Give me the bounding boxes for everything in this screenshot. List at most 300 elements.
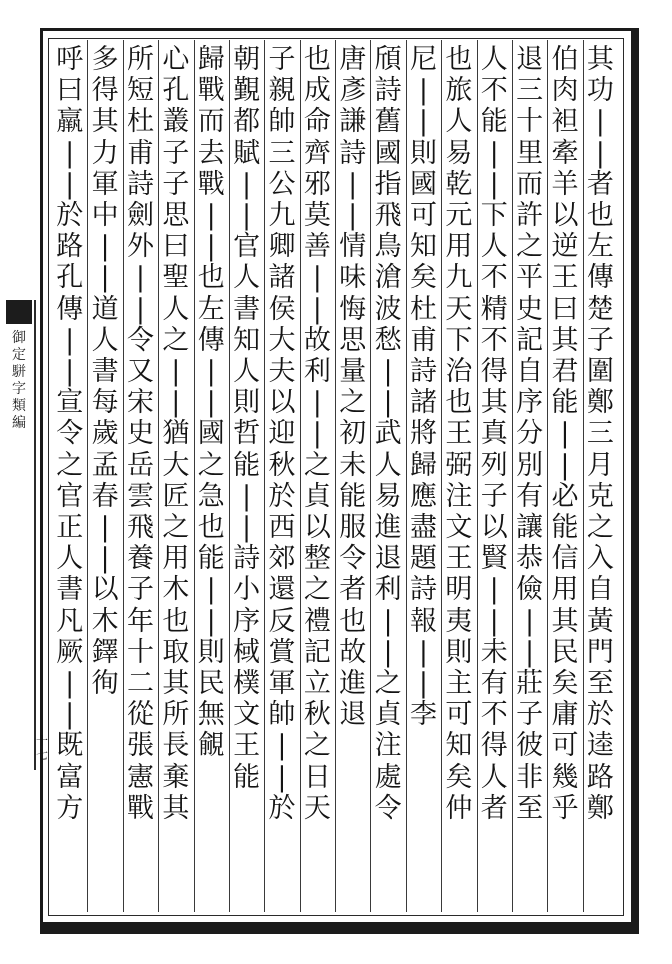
column-rule [194, 40, 195, 912]
margin-glyph: 編 [12, 415, 26, 431]
glyph: 官 [56, 480, 84, 512]
glyph: 不 [480, 324, 508, 356]
glyph: 治 [445, 356, 473, 388]
glyph: 國 [374, 137, 402, 169]
glyph: 有 [480, 668, 508, 700]
glyph: 之 [197, 449, 225, 481]
glyph: | [100, 231, 110, 263]
glyph: 曰 [56, 75, 84, 107]
glyph: 幾 [551, 761, 579, 793]
glyph: 人 [374, 449, 402, 481]
glyph: 明 [445, 574, 473, 606]
glyph: 鄭 [586, 792, 614, 824]
glyph: 也 [197, 512, 225, 544]
glyph: 平 [516, 262, 544, 294]
glyph: 可 [445, 699, 473, 731]
margin-glyph: 類 [12, 398, 26, 414]
glyph: 路 [586, 761, 614, 793]
glyph: 人 [480, 231, 508, 263]
glyph: | [489, 137, 499, 169]
glyph: 岳 [126, 449, 154, 481]
glyph: 所 [162, 699, 190, 731]
glyph: 利 [303, 356, 331, 388]
glyph: 注 [374, 730, 402, 762]
glyph: 書 [91, 356, 119, 388]
glyph: 諸 [268, 262, 296, 294]
glyph: 頎 [374, 44, 402, 75]
glyph: 以 [303, 512, 331, 544]
glyph: 許 [516, 200, 544, 232]
text-column [264, 44, 299, 912]
glyph: 木 [162, 574, 190, 606]
glyph: 尼 [409, 44, 437, 75]
glyph: 呼 [56, 44, 84, 75]
glyph: 還 [268, 574, 296, 606]
margin-glyph: 字 [12, 381, 26, 397]
glyph: 天 [303, 792, 331, 824]
glyph: 棫 [233, 636, 261, 668]
glyph: 能 [197, 543, 225, 575]
glyph: 武 [374, 418, 402, 450]
glyph: 李 [409, 699, 437, 731]
glyph: 記 [303, 636, 331, 668]
glyph: 也 [197, 262, 225, 294]
glyph: 退 [374, 543, 402, 575]
glyph: 肉 [551, 75, 579, 107]
glyph: | [383, 636, 393, 668]
margin-title [4, 300, 34, 432]
glyph: 得 [480, 730, 508, 762]
glyph: 進 [339, 668, 367, 700]
glyph: 孟 [91, 449, 119, 481]
glyph: | [206, 387, 216, 419]
glyph: 將 [409, 418, 437, 450]
glyph: 小 [233, 574, 261, 606]
margin-glyph: 御 [12, 330, 26, 346]
glyph: 叢 [162, 106, 190, 138]
glyph: 人 [445, 106, 473, 138]
glyph: 整 [303, 543, 331, 575]
glyph: 人 [162, 293, 190, 325]
glyph: | [489, 574, 499, 606]
glyph: 指 [374, 168, 402, 200]
glyph: 楚 [586, 293, 614, 325]
glyph: | [242, 200, 252, 232]
glyph: 反 [268, 605, 296, 637]
glyph: 月 [586, 449, 614, 481]
glyph: 軍 [268, 668, 296, 700]
glyph: 飛 [126, 512, 154, 544]
glyph: 牽 [551, 137, 579, 169]
glyph: 里 [516, 137, 544, 169]
glyph: | [65, 137, 75, 169]
glyph: 思 [162, 200, 190, 232]
column-rule [512, 40, 513, 912]
glyph: 功 [586, 75, 614, 107]
glyph: 則 [197, 636, 225, 668]
text-column [87, 44, 122, 912]
glyph: 日 [303, 761, 331, 793]
glyph: 於 [586, 699, 614, 731]
glyph: 矣 [445, 761, 473, 793]
glyph: 能 [339, 480, 367, 512]
glyph: 處 [374, 761, 402, 793]
glyph: 子 [268, 44, 296, 75]
glyph: 子 [586, 324, 614, 356]
glyph: 矣 [551, 668, 579, 700]
glyph: 齊 [303, 137, 331, 169]
glyph: 秋 [303, 699, 331, 731]
glyph: | [277, 730, 287, 762]
glyph: 莊 [516, 668, 544, 700]
glyph: 禮 [303, 605, 331, 637]
glyph: 故 [303, 324, 331, 356]
glyph: 每 [91, 387, 119, 419]
right-edge-bar [631, 28, 639, 934]
column-rule [229, 40, 230, 912]
glyph: 波 [374, 293, 402, 325]
glyph: 天 [445, 293, 473, 325]
glyph: | [206, 356, 216, 388]
glyph: 令 [126, 324, 154, 356]
glyph: 凡 [56, 605, 84, 637]
glyph: 侯 [268, 293, 296, 325]
glyph: 棄 [162, 761, 190, 793]
glyph: 詩 [126, 168, 154, 200]
glyph: 之 [303, 574, 331, 606]
glyph: 貞 [374, 699, 402, 731]
glyph: 彥 [339, 75, 367, 107]
glyph: 宣 [56, 387, 84, 419]
glyph: 悔 [339, 293, 367, 325]
glyph: 覦 [197, 730, 225, 762]
glyph: 甫 [409, 324, 437, 356]
glyph: 子 [126, 574, 154, 606]
glyph: 路 [56, 231, 84, 263]
glyph: 門 [586, 636, 614, 668]
glyph: 可 [551, 730, 579, 762]
glyph: | [242, 168, 252, 200]
glyph: 書 [233, 293, 261, 325]
column-rule [583, 40, 584, 912]
glyph: | [383, 387, 393, 419]
glyph: 大 [162, 449, 190, 481]
fish-tail-mark [6, 300, 32, 324]
glyph: 春 [91, 480, 119, 512]
glyph: 易 [374, 480, 402, 512]
glyph: | [312, 418, 322, 450]
text-column [123, 44, 158, 912]
glyph: 真 [480, 418, 508, 450]
glyph: 賦 [233, 137, 261, 169]
glyph: 謙 [339, 106, 367, 138]
glyph: 子 [480, 480, 508, 512]
column-rule [300, 40, 301, 912]
glyph: 恭 [516, 543, 544, 575]
glyph: 無 [197, 699, 225, 731]
glyph: 人 [480, 44, 508, 75]
glyph: 下 [445, 324, 473, 356]
glyph: 急 [197, 480, 225, 512]
glyph: 之 [374, 668, 402, 700]
glyph: | [418, 668, 428, 700]
glyph: 杜 [409, 293, 437, 325]
glyph: 猶 [162, 418, 190, 450]
glyph: | [171, 356, 181, 388]
glyph: 非 [516, 761, 544, 793]
glyph: 帥 [268, 106, 296, 138]
glyph: 命 [303, 106, 331, 138]
glyph: 歸 [409, 449, 437, 481]
glyph: 也 [445, 387, 473, 419]
glyph: 之 [339, 387, 367, 419]
glyph: 於 [268, 480, 296, 512]
glyph: 之 [303, 730, 331, 762]
glyph: 厥 [56, 636, 84, 668]
glyph: 君 [551, 356, 579, 388]
glyph: 能 [233, 761, 261, 793]
glyph: 親 [268, 75, 296, 107]
glyph: 下 [480, 200, 508, 232]
glyph: | [65, 699, 75, 731]
glyph: 其 [162, 792, 190, 824]
glyph: 至 [586, 668, 614, 700]
glyph: 能 [480, 106, 508, 138]
glyph: 其 [162, 668, 190, 700]
glyph: 子 [162, 137, 190, 169]
glyph: 從 [126, 699, 154, 731]
glyph: 其 [91, 106, 119, 138]
glyph: 之 [303, 449, 331, 481]
glyph: 注 [445, 480, 473, 512]
glyph: 於 [268, 792, 296, 824]
glyph: | [489, 168, 499, 200]
glyph: 知 [445, 730, 473, 762]
glyph: 令 [56, 418, 84, 450]
glyph: 人 [233, 356, 261, 388]
column-rule [158, 40, 159, 912]
glyph: 人 [480, 761, 508, 793]
glyph: 令 [339, 543, 367, 575]
glyph: 三 [268, 137, 296, 169]
glyph: 利 [374, 574, 402, 606]
glyph: | [100, 543, 110, 575]
glyph: 也 [586, 200, 614, 232]
glyph: | [312, 293, 322, 325]
glyph: 多 [91, 44, 119, 75]
glyph: 信 [551, 543, 579, 575]
glyph: 舊 [374, 106, 402, 138]
glyph: 伯 [551, 44, 579, 75]
leaf-number [36, 734, 48, 762]
glyph: 王 [551, 262, 579, 294]
glyph: 服 [339, 512, 367, 544]
glyph: 文 [233, 699, 261, 731]
glyph: 短 [126, 75, 154, 107]
leaf-glyph: 十 [36, 734, 49, 748]
glyph: 軍 [91, 168, 119, 200]
margin-rule [34, 300, 36, 770]
glyph: 戰 [197, 168, 225, 200]
leaf-glyph: 七 [36, 748, 49, 762]
glyph: 民 [197, 668, 225, 700]
glyph: 其 [480, 387, 508, 419]
glyph: 得 [91, 75, 119, 107]
glyph: 樸 [233, 668, 261, 700]
glyph: 子 [516, 699, 544, 731]
glyph: 能 [233, 449, 261, 481]
glyph: 詩 [409, 574, 437, 606]
glyph: | [135, 293, 145, 325]
glyph: 九 [445, 262, 473, 294]
glyph: 人 [56, 543, 84, 575]
glyph: | [560, 418, 570, 450]
margin-title-text [12, 330, 26, 432]
glyph: 既 [56, 730, 84, 762]
glyph: 國 [197, 418, 225, 450]
glyph: 王 [445, 543, 473, 575]
glyph: | [525, 605, 535, 637]
glyph: 用 [551, 574, 579, 606]
glyph: 可 [409, 200, 437, 232]
text-column [583, 44, 618, 912]
glyph: 外 [126, 231, 154, 263]
column-rule [87, 40, 88, 912]
glyph: 報 [409, 605, 437, 637]
glyph: 夷 [445, 605, 473, 637]
glyph: 者 [480, 792, 508, 824]
glyph: 羸 [56, 106, 84, 138]
glyph: 鄭 [586, 387, 614, 419]
glyph: 取 [162, 636, 190, 668]
glyph: 矣 [409, 262, 437, 294]
glyph: 心 [162, 44, 190, 75]
glyph: 入 [586, 543, 614, 575]
text-column [158, 44, 193, 912]
glyph: 鳥 [374, 231, 402, 263]
glyph: 則 [445, 636, 473, 668]
text-column [547, 44, 582, 912]
text-column [335, 44, 370, 912]
glyph: 夫 [268, 356, 296, 388]
glyph: 戰 [126, 792, 154, 824]
glyph: 人 [233, 262, 261, 294]
glyph: 得 [480, 356, 508, 388]
glyph: | [489, 605, 499, 637]
glyph: 也 [303, 44, 331, 75]
glyph: 用 [445, 231, 473, 263]
glyph: 賞 [268, 636, 296, 668]
glyph: 朝 [233, 44, 261, 75]
glyph: 以 [551, 200, 579, 232]
glyph: 則 [233, 387, 261, 419]
text-column [406, 44, 441, 912]
glyph: 乎 [551, 792, 579, 824]
glyph: 仲 [445, 792, 473, 824]
glyph: 覲 [233, 75, 261, 107]
text-column [194, 44, 229, 912]
glyph: 富 [56, 761, 84, 793]
glyph: 養 [126, 543, 154, 575]
column-rule [264, 40, 265, 912]
glyph: 愁 [374, 324, 402, 356]
glyph: 郊 [268, 543, 296, 575]
glyph: 之 [516, 231, 544, 263]
glyph: | [242, 512, 252, 544]
glyph: 盡 [409, 512, 437, 544]
glyph: 子 [162, 168, 190, 200]
glyph: 木 [91, 605, 119, 637]
glyph: | [65, 168, 75, 200]
glyph: 甫 [126, 137, 154, 169]
glyph: 元 [445, 200, 473, 232]
text-column [477, 44, 512, 912]
glyph: 杜 [126, 106, 154, 138]
glyph: 善 [303, 231, 331, 263]
glyph: 民 [551, 636, 579, 668]
glyph: 戰 [197, 75, 225, 107]
glyph: 去 [197, 137, 225, 169]
glyph: 讓 [516, 512, 544, 544]
glyph: 飛 [374, 200, 402, 232]
glyph: | [418, 636, 428, 668]
glyph: 而 [197, 106, 225, 138]
margin-glyph: 駢 [12, 364, 26, 380]
text-column [300, 44, 335, 912]
bottom-edge-bar [40, 922, 636, 934]
glyph: 諸 [409, 387, 437, 419]
glyph: 鐸 [91, 636, 119, 668]
glyph: 弼 [445, 449, 473, 481]
glyph: 之 [586, 512, 614, 544]
glyph: 聖 [162, 262, 190, 294]
glyph: 儉 [516, 574, 544, 606]
glyph: 其 [551, 324, 579, 356]
glyph: 唐 [339, 44, 367, 75]
glyph: | [206, 200, 216, 232]
glyph: 宋 [126, 387, 154, 419]
glyph: 立 [303, 668, 331, 700]
glyph: 則 [409, 137, 437, 169]
glyph: | [65, 324, 75, 356]
glyph: 年 [126, 605, 154, 637]
glyph: 乾 [445, 168, 473, 200]
text-column [52, 44, 87, 912]
glyph: 官 [233, 231, 261, 263]
glyph: | [100, 262, 110, 294]
glyph: 左 [586, 231, 614, 263]
glyph: 公 [268, 168, 296, 200]
column-rule [477, 40, 478, 912]
glyph: | [383, 605, 393, 637]
glyph: 滄 [374, 262, 402, 294]
column-rule [123, 40, 124, 912]
glyph: 詩 [339, 137, 367, 169]
glyph: | [595, 106, 605, 138]
glyph: 其 [551, 605, 579, 637]
glyph: | [277, 761, 287, 793]
glyph: 記 [516, 324, 544, 356]
glyph: 卿 [268, 231, 296, 263]
glyph: 未 [339, 449, 367, 481]
glyph: | [206, 605, 216, 637]
glyph: | [242, 480, 252, 512]
glyph: | [100, 512, 110, 544]
glyph: 以 [268, 387, 296, 419]
glyph: | [383, 356, 393, 388]
glyph: | [348, 200, 358, 232]
glyph: 邪 [303, 168, 331, 200]
